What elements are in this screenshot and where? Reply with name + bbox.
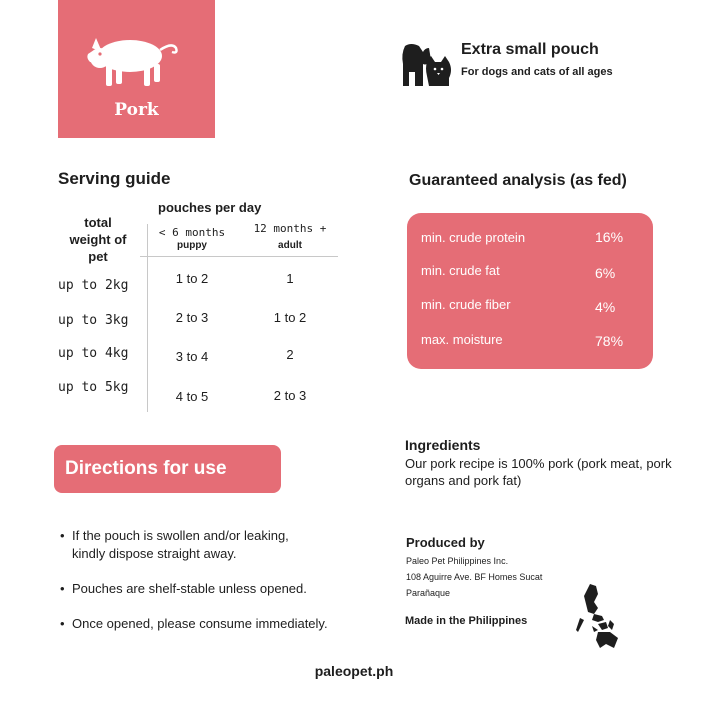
direction-item: • If the pouch is swollen and/or leaking, kindly dispose straight away. bbox=[60, 528, 289, 561]
analysis-item-value: 78% bbox=[595, 333, 624, 349]
ingredients-text: Our pork recipe is 100% pork (pork meat, pork organs and pork fat) bbox=[405, 456, 672, 488]
puppy-column-header: puppy bbox=[177, 240, 207, 251]
table-row-weight: up to 4kg bbox=[58, 346, 129, 361]
table-cell-adult: 1 bbox=[286, 271, 294, 286]
flavor-label: Pork bbox=[114, 100, 159, 120]
table-row-weight: up to 5kg bbox=[58, 380, 129, 395]
table-divider-horizontal bbox=[140, 256, 338, 257]
table-row-weight: up to 2kg bbox=[58, 278, 129, 293]
dog-cat-icon bbox=[401, 42, 453, 88]
directions-title: Directions for use bbox=[65, 458, 227, 479]
pouch-subtitle: For dogs and cats of all ages bbox=[461, 66, 613, 78]
pig-icon bbox=[86, 28, 186, 92]
weight-column-header: total weight of pet bbox=[69, 215, 127, 264]
analysis-item-value: 6% bbox=[595, 265, 616, 281]
analysis-item-name: min. crude fat bbox=[421, 263, 500, 278]
direction-item: • Pouches are shelf-stable unless opened. bbox=[60, 581, 307, 596]
bullet-icon: • bbox=[60, 528, 65, 543]
adult-age-label: 12 months + bbox=[253, 222, 327, 235]
made-in-label: Made in the Philippines bbox=[405, 615, 528, 627]
philippines-map-icon bbox=[576, 582, 620, 652]
table-cell-puppy: 1 to 2 bbox=[175, 271, 209, 286]
analysis-title: Guaranteed analysis (as fed) bbox=[409, 172, 627, 189]
analysis-item-name: min. crude fiber bbox=[421, 297, 511, 312]
flavor-badge bbox=[58, 0, 215, 138]
direction-item: • Once opened, please consume immediately. bbox=[60, 616, 328, 631]
bullet-icon: • bbox=[60, 616, 65, 631]
produced-by-title: Produced by bbox=[406, 535, 485, 550]
table-cell-adult: 1 to 2 bbox=[273, 310, 307, 325]
table-cell-adult: 2 to 3 bbox=[273, 388, 307, 403]
table-cell-puppy: 2 to 3 bbox=[175, 310, 209, 325]
ingredients-title: Ingredients bbox=[405, 437, 481, 453]
analysis-item-name: min. crude protein bbox=[421, 230, 526, 245]
table-cell-puppy: 3 to 4 bbox=[175, 349, 209, 364]
producer-company: Paleo Pet Philippines Inc. bbox=[406, 556, 509, 566]
analysis-item-value: 4% bbox=[595, 299, 616, 315]
puppy-age-label: < 6 months bbox=[158, 226, 226, 239]
pouches-per-day-header: pouches per day bbox=[158, 200, 262, 215]
pouch-title: Extra small pouch bbox=[461, 41, 599, 58]
directions-banner bbox=[54, 445, 281, 493]
table-cell-adult: 2 bbox=[286, 347, 294, 362]
table-row-weight: up to 3kg bbox=[58, 313, 129, 328]
bullet-icon: • bbox=[60, 581, 65, 596]
producer-street: 108 Aguirre Ave. BF Homes Sucat bbox=[406, 572, 543, 582]
producer-city: Parañaque bbox=[406, 588, 451, 598]
analysis-item-name: max. moisture bbox=[421, 332, 503, 347]
serving-guide-title: Serving guide bbox=[58, 169, 171, 188]
analysis-item-value: 16% bbox=[595, 229, 624, 245]
analysis-panel bbox=[407, 213, 653, 369]
website-link[interactable]: paleopet.ph bbox=[314, 663, 394, 679]
table-cell-puppy: 4 to 5 bbox=[175, 389, 209, 404]
adult-column-header: adult bbox=[278, 240, 302, 251]
